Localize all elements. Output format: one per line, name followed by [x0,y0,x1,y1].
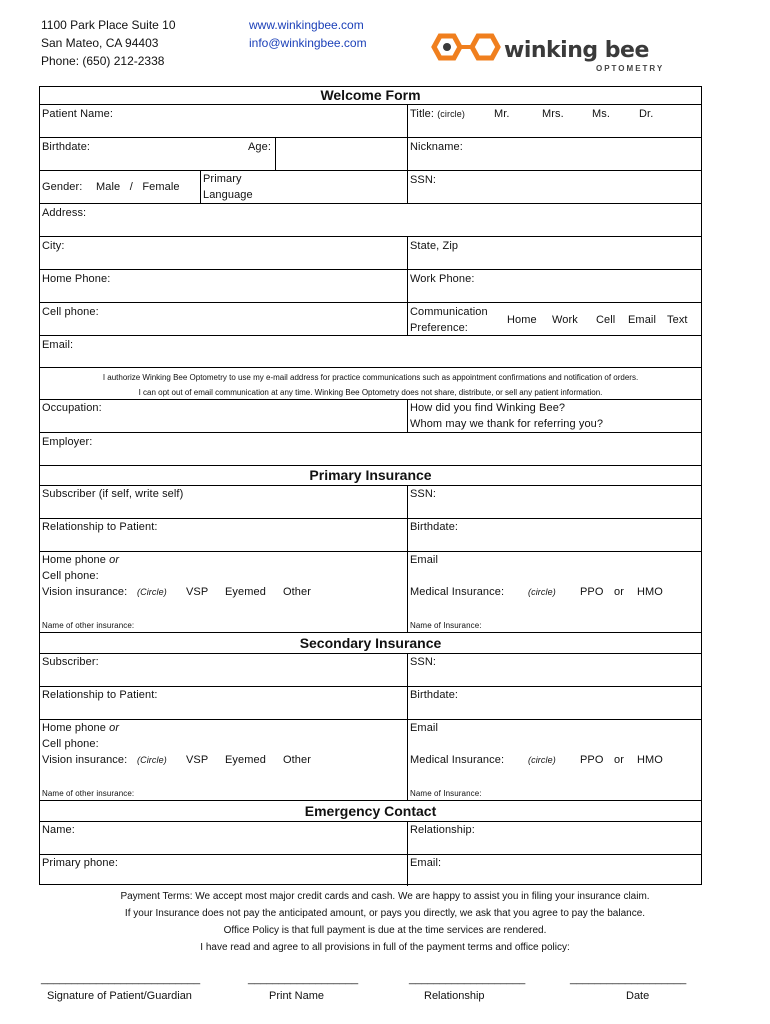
nickname-label: Nickname: [410,141,463,153]
employer-label: Employer: [42,436,93,448]
comm-option-work[interactable]: Work [552,314,578,326]
comm-pref-label-2: Preference: [410,322,468,334]
emergency-contact-title: Emergency Contact [304,803,437,819]
email-consent-line2: I can opt out of email communication at any time. Winking Bee Optometry does not share, distribute, or sell any patient information. [138,388,603,397]
referral-label: Whom may we thank for referring you? [410,418,604,430]
pi-medical-circle: (circle) [528,587,556,597]
primary-language-label-2: Language [203,189,253,201]
title-option-mrs[interactable]: Mrs. [542,108,564,120]
si-relationship-label: Relationship to Patient: [42,689,158,701]
gender-options[interactable]: Male / Female [96,181,180,193]
si-medical-hmo[interactable]: HMO [637,754,663,766]
si-vision-eyemed[interactable]: Eyemed [225,754,266,766]
address-line1: 1100 Park Place Suite 10 [41,18,176,32]
website-link[interactable]: www.winkingbee.com [249,18,364,32]
find-us-label: How did you find Winking Bee? [410,402,566,414]
pi-other-insurance-left: Name of other insurance: [42,621,135,630]
occupation-label: Occupation: [42,402,102,414]
si-email-label: Email [410,722,439,734]
email-label: Email: [42,339,74,351]
signature-label: Signature of Patient/Guardian [47,990,192,1002]
si-birthdate-label: Birthdate: [410,689,459,701]
ssn-label: SSN: [410,174,437,186]
glasses-logo-icon [430,30,504,64]
pi-vision-circle: (Circle) [137,587,167,597]
title-option-dr[interactable]: Dr. [639,108,654,120]
ec-name-label: Name: [42,824,75,836]
signature-blank: __________________________ [41,973,201,985]
pi-email-label: Email [410,554,439,566]
si-ssn-label: SSN: [410,656,437,668]
ec-relationship-label: Relationship: [410,824,475,836]
pi-vision-eyemed[interactable]: Eyemed [225,586,266,598]
ec-email-label: Email: [410,857,442,869]
email-link[interactable]: info@winkingbee.com [249,36,367,50]
si-vision-vsp[interactable]: VSP [186,754,209,766]
clinic-phone: Phone: (650) 212-2338 [41,54,165,68]
pi-subscriber-label: Subscriber (if self, write self) [42,488,184,500]
pi-medical-label: Medical Insurance: [410,586,505,598]
si-vision-circle: (Circle) [137,755,167,765]
pi-medical-ppo[interactable]: PPO [580,586,604,598]
si-vision-other[interactable]: Other [283,754,312,766]
date-label: Date [626,990,650,1002]
relationship-blank: ___________________ [409,973,526,985]
logo-subtitle: OPTOMETRY [596,64,665,73]
si-vision-label: Vision insurance: [42,754,128,766]
pi-medical-hmo[interactable]: HMO [637,586,663,598]
pi-cell-phone-label: Cell phone: [42,570,99,582]
comm-option-email[interactable]: Email [628,314,657,326]
si-medical-label: Medical Insurance: [410,754,505,766]
comm-option-home[interactable]: Home [507,314,537,326]
si-other-insurance-right: Name of Insurance: [410,789,482,798]
gender-label: Gender: [42,181,83,193]
pi-vision-label: Vision insurance: [42,586,128,598]
work-phone-label: Work Phone: [410,273,475,285]
primary-insurance-title: Primary Insurance [309,467,432,483]
ec-phone-label: Primary phone: [42,857,118,869]
state-zip-label: State, Zip [410,240,459,252]
cell-phone-label: Cell phone: [42,306,99,318]
email-consent-line1: I authorize Winking Bee Optometry to use my e-mail address for practice communications such as appointment confirmations and notification of orders. [102,373,639,382]
payment-terms-line2: If your Insurance does not pay the anticipated amount, or pays you directly, we ask that you agree to pay the balance. [124,908,646,919]
primary-language-label-1: Primary [203,173,242,185]
relationship-label: Relationship [424,990,485,1002]
title-option-ms[interactable]: Ms. [592,108,611,120]
home-phone-label: Home Phone: [42,273,111,285]
payment-terms-line1: Payment Terms: We accept most major credit cards and cash. We are happy to assist you in filing your insurance claim. [120,891,650,902]
agreement-line: I have read and agree to all provisions in full of the payment terms and office policy: [200,942,570,953]
date-blank: ___________________ [570,973,687,985]
pi-other-insurance-right: Name of Insurance: [410,621,482,630]
logo-name: winking bee [504,38,649,63]
comm-option-cell[interactable]: Cell [596,314,616,326]
pi-relationship-label: Relationship to Patient: [42,521,158,533]
address-label: Address: [42,207,87,219]
si-subscriber-label: Subscriber: [42,656,99,668]
pi-vision-other[interactable]: Other [283,586,312,598]
form-title: Welcome Form [320,87,421,103]
welcome-form [39,86,702,885]
si-medical-ppo[interactable]: PPO [580,754,604,766]
print-name-label: Print Name [269,990,325,1002]
address-line2: San Mateo, CA 94403 [41,36,159,50]
pi-vision-vsp[interactable]: VSP [186,586,209,598]
pi-home-phone-label: Home phone or [42,554,120,566]
si-cell-phone-label: Cell phone: [42,738,99,750]
pi-birthdate-label: Birthdate: [410,521,459,533]
birthdate-label: Birthdate: [42,141,91,153]
city-label: City: [42,240,65,252]
print-name-blank: __________________ [248,973,359,985]
pi-medical-or: or [614,586,624,598]
si-home-phone-label: Home phone or [42,722,120,734]
comm-pref-label-1: Communication [410,306,488,318]
si-medical-or: or [614,754,624,766]
secondary-insurance-title: Secondary Insurance [299,635,442,651]
clinic-contact [249,16,367,52]
pi-ssn-label: SSN: [410,488,437,500]
si-medical-circle: (circle) [528,755,556,765]
winking-bee-logo [430,30,504,69]
clinic-address [41,16,176,70]
patient-name-label: Patient Name: [42,108,114,120]
comm-option-text[interactable]: Text [667,314,688,326]
age-label: Age: [248,141,272,153]
title-label: Title: (circle) [410,108,465,120]
si-other-insurance-left: Name of other insurance: [42,789,135,798]
office-policy-line: Office Policy is that full payment is due at the time services are rendered. [223,925,547,936]
title-option-mr[interactable]: Mr. [494,108,510,120]
